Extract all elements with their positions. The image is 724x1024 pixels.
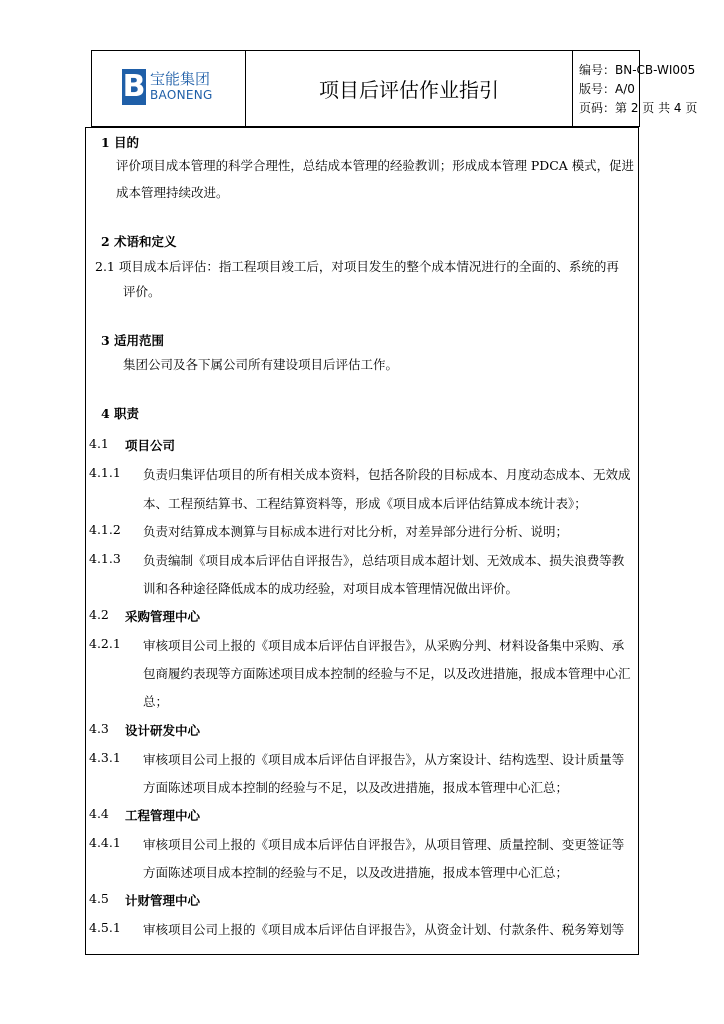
subsection-number: 4.2	[89, 607, 109, 622]
section-2-heading: 2 术语和定义	[101, 234, 177, 249]
section-1-text-line2: 成本管理持续改进。	[116, 185, 229, 200]
item-text: 本、工程预结算书、工程结算资料等，形成《项目成本后评估结算成本统计表》；	[143, 496, 587, 511]
item-number: 4.3.1	[89, 750, 121, 765]
item-text: 方面陈述项目成本控制的经验与不足，以及改进措施，报成本管理中心汇总；	[143, 865, 569, 880]
section-4-heading: 4 职责	[101, 406, 140, 421]
document-meta	[573, 51, 698, 126]
item-text: 审核项目公司上报的《项目成本后评估自评报告》，从采购分判、材料设备集中采购、承	[143, 638, 625, 653]
subsection-number: 4.5	[89, 891, 109, 906]
item-text: 负责对结算成本测算与目标成本进行对比分析，对差异部分进行分析、说明；	[143, 524, 569, 539]
item-number: 4.5.1	[89, 920, 121, 935]
logo-cell	[92, 51, 246, 126]
item-text: 训和各种途径降低成本的成功经验，对项目成本管理情况做出评价。	[143, 581, 519, 596]
section-2-text-line1: 2.1 项目成本后评估：指工程项目竣工后，对项目发生的整个成本情况进行的全面的、系统的再	[95, 259, 619, 274]
section-2-text-line2: 评价。	[123, 284, 161, 299]
subsection-number: 4.1	[89, 436, 109, 451]
document-code: 编号：BN-CB-WI005	[579, 63, 696, 77]
subsection-number: 4.4	[89, 806, 109, 821]
logo-chinese-name: 宝能集团	[150, 70, 211, 88]
item-text: 方面陈述项目成本控制的经验与不足，以及改进措施，报成本管理中心汇总；	[143, 780, 569, 795]
subsection-number: 4.3	[89, 721, 109, 736]
section-1-heading: 1 目的	[101, 135, 140, 150]
item-text: 审核项目公司上报的《项目成本后评估自评报告》，从资金计划、付款条件、税务筹划等	[143, 922, 625, 937]
subsection-title: 项目公司	[125, 438, 176, 453]
item-text: 负责归集评估项目的所有相关成本资料，包括各阶段的目标成本、月度动态成本、无效成	[143, 467, 631, 482]
item-text: 审核项目公司上报的《项目成本后评估自评报告》，从项目管理、质量控制、变更签证等	[143, 837, 625, 852]
subsection-title: 工程管理中心	[125, 808, 201, 823]
subsection-title: 设计研发中心	[125, 723, 201, 738]
item-number: 4.2.1	[89, 636, 121, 651]
item-text: 包商履约表现等方面陈述项目成本控制的经验与不足，以及改进措施，报成本管理中心汇	[143, 666, 631, 681]
item-number: 4.4.1	[89, 835, 121, 850]
baoneng-logo-icon: B	[122, 69, 146, 104]
document-header	[91, 50, 698, 127]
item-text: 总；	[143, 694, 169, 709]
page-number: 页码：第 2 页 共 4 页	[579, 101, 698, 115]
section-3-text-line1: 集团公司及各下属公司所有建设项目后评估工作。	[123, 357, 399, 372]
document-version: 版号：A/0	[579, 82, 635, 96]
subsection-title: 计财管理中心	[125, 893, 201, 908]
item-number: 4.1.1	[89, 465, 121, 480]
item-text: 审核项目公司上报的《项目成本后评估自评报告》，从方案设计、结构选型、设计质量等	[143, 752, 625, 767]
document-title: 项目后评估作业指引	[246, 51, 573, 126]
item-text: 负责编制《项目成本后评估自评报告》，总结项目成本超计划、无效成本、损失浪费等教	[143, 553, 625, 568]
subsection-title: 采购管理中心	[125, 609, 201, 624]
section-3-heading: 3 适用范围	[101, 333, 165, 348]
document-body	[85, 127, 639, 955]
item-number: 4.1.3	[89, 551, 121, 566]
item-number: 4.1.2	[89, 522, 121, 537]
logo-english-name: BAONENG	[150, 88, 213, 102]
section-1-text-line1: 评价项目成本管理的科学合理性，总结成本管理的经验教训；形成成本管理 PDCA 模式，促进	[116, 158, 634, 173]
